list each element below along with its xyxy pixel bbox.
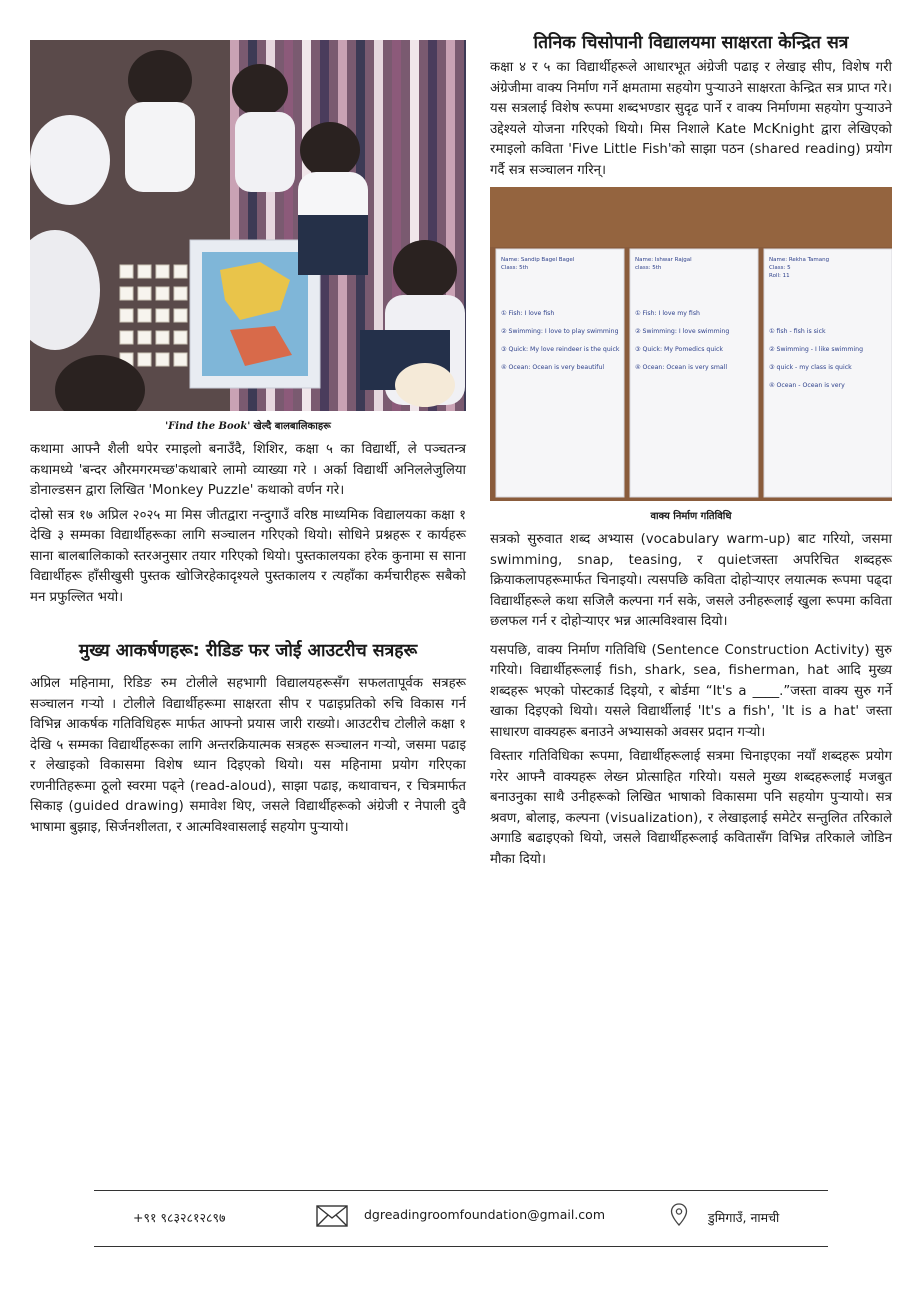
handwritten-sheet bbox=[496, 249, 624, 497]
word-card bbox=[174, 265, 187, 278]
sentence-sheets-photo bbox=[490, 187, 892, 501]
sheet-text: ① fish - fish is sick bbox=[769, 328, 826, 335]
photo-caption bbox=[30, 418, 466, 432]
sheet-text: ② Swimming: I love swimming bbox=[635, 328, 730, 335]
word-card bbox=[174, 353, 187, 366]
word-card bbox=[138, 265, 151, 278]
sheet-text: Name: Sandip Bagel Bagel bbox=[501, 257, 575, 263]
left-paragraph-3: अप्रिल महिनामा, रिडिङ रुम टोलीले सहभागी विद्यालयहरूसँग सफलतापूर्वक सत्रहरू सञ्चालन गर्‍यो । टोलीले विद्यार्थीहरूमा साक्षरता सीप र पढाइप्रतिको रुचि विकास गर्न विभिन्न आकर्षक गतिविधिहरू मार्फत आफ्नो प्रयास जारी राख्यो। आउटरीच टोलीले कक्षा १ देखि ५ सम्मका विद्यार्थीहरूका लागि अन्तरक्रियात्मक सत्रहरू सञ्चालन गर्‍यो, जसमा पढाइ र लेखाइको विकासमा विशेष ध्यान दिइएको थियो। यस महिनामा प्रयोग गरिएका रणनीतिहरूमा ठूलो स्वरमा पढ्ने (read-aloud), साझा पढाइ, कथावाचन, र चित्रमार्फत सिकाइ (guided drawing) समावेश थिए, जसले विद्यार्थीहरूको अंग्रेजी र नेपाली दुवै भाषामा बुझाइ, सिर्जनशीलता, र आत्मविश्वासलाई सहयोग पुर्‍यायो। bbox=[30, 676, 466, 835]
word-card bbox=[156, 353, 169, 366]
word-card bbox=[120, 265, 133, 278]
caption-text: खेल्दै बालबालिकाहरू bbox=[253, 421, 331, 432]
handwritten-sheet bbox=[630, 249, 758, 497]
word-card bbox=[120, 331, 133, 344]
word-card bbox=[174, 309, 187, 322]
sheet-text: ② Swimming: I love to play swimming bbox=[501, 328, 619, 335]
footer bbox=[0, 1203, 919, 1231]
sheet-text: Class: 5th bbox=[501, 265, 529, 271]
word-card bbox=[120, 287, 133, 300]
sheet-text: class: 5th bbox=[635, 265, 662, 271]
right-paragraph-2: सत्रको सुरुवात शब्द अभ्यास (vocabulary warm-up) बाट गरियो, जसमा swimming, snap, teasing, र quietजस्ता अपरिचित शब्दहरू क्रियाकलापहरूमार्फत चिनाइयो। त्यसपछि कविता दोहोर्‍याएर लयात्मक रूपमा पढ्दा विद्यार्थीहरूले कथा सजिलै कल्पना गर्न सके, जसले उनीहरूलाई खुला रूपमा कविता छलफल गर्न र दोहोर्‍याएर भन्न आत्मविश्वास दियो। bbox=[490, 532, 892, 629]
word-card bbox=[138, 331, 151, 344]
sheet-text: ③ Quick: My Pomedics quick bbox=[635, 346, 723, 353]
footer-top-rule bbox=[94, 1190, 828, 1191]
right-column bbox=[490, 30, 892, 874]
sheet-text: ③ quick - my class is quick bbox=[769, 364, 852, 371]
highlights-heading: मुख्य आकर्षणहरू: रीडिङ फर जोई आउटरीच सत्रहरू bbox=[78, 641, 418, 661]
sheet-text: Name: Rekha Tamang bbox=[769, 257, 830, 263]
sheets-illustration bbox=[490, 187, 892, 501]
photo-illustration bbox=[30, 40, 466, 411]
right-paragraph-4: विस्तार गतिविधिका रूपमा, विद्यार्थीहरूलाई सत्रमा चिनाइएका नयाँ शब्दहरू प्रयोग गरेर आफ्नै वाक्यहरू लेख्न प्रोत्साहित गरियो। यसले मुख्य शब्दहरूलाई मजबुत बनाउनुका साथै उनीहरूको लिखित भाषाको विकासमा पनि सहयोग पुर्‍यायो। सत्र श्रवण, बोलाइ, कल्पना (visualization), र लेखाइलाई समेटेर सन्तुलित तरिकाले अगाडि बढाइएको थियो, जसले विद्यार्थीहरूलाई कवितासँग विभिन्न तरिकाले जोडिन मौका दियो। bbox=[490, 749, 892, 867]
caption-italic: 'Find the Book' bbox=[165, 421, 251, 432]
right-paragraph-3: यसपछि, वाक्य निर्माण गतिविधि (Sentence Construction Activity) सुरु गरियो। विद्यार्थीहरूलाई fish, shark, sea, fisherman, hat आदि मुख्य शब्दहरू भएको पोस्टकार्ड दिइयो, र बोर्डमा “It's a ____.”जस्ता वाक्य सुरु गर्ने खाका दिइएको थियो। यसले विद्यार्थीलाई 'It's a fish', 'It is a hat' जस्ता साधारण वाक्यहरू बनाउने अभ्यासको अवसर प्रदान गर्‍यो। bbox=[490, 642, 892, 740]
sheet-text: Class: 5 bbox=[769, 265, 791, 271]
footer-email[interactable]: dgreadingroomfoundation@gmail.com bbox=[364, 1207, 606, 1222]
word-card bbox=[156, 287, 169, 300]
right-heading: तिनिक चिसोपानी विद्यालयमा साक्षरता केन्द्रित सत्र bbox=[533, 33, 849, 53]
sheets-caption bbox=[490, 508, 892, 522]
footer-location: डुमिगाउँ, नामची bbox=[708, 1210, 780, 1225]
sheet-text: ② Swimming - I like swimming bbox=[769, 346, 864, 353]
children-reading-photo bbox=[30, 40, 466, 411]
sheets-caption-text: वाक्य निर्माण गतिविधि bbox=[650, 511, 732, 522]
sheet-text: ③ Quick: My love reindeer is the quick bbox=[501, 346, 620, 353]
word-card bbox=[174, 287, 187, 300]
word-card bbox=[156, 309, 169, 322]
envelope-icon bbox=[316, 1205, 348, 1230]
left-paragraph-2: दोस्रो सत्र १७ अप्रिल २०२५ मा मिस जीतद्वारा नन्दुगाउँ वरिष्ठ माध्यमिक विद्यालयका कक्षा १ देखि ३ सम्मका विद्यार्थीहरूका लागि सञ्चालन गरिएको थियो। सोधिने प्रश्नहरू र कार्यहरू साना बालबालिकाको स्तरअनुसार तयार गरिएको थियो। पुस्तकालयका हरेक कुनामा स साना विद्यार्थीहरू हाँसीखुसी पुस्तक खोजिरहेकादृश्यले पुस्तकालय र त्यहाँका कर्मचारीहरू सबैको मन प्रफुल्लित भयो। bbox=[30, 507, 466, 605]
map-pin-icon bbox=[670, 1203, 688, 1230]
handwritten-sheet bbox=[764, 249, 892, 497]
sheet-text: ④ Ocean: Ocean is very beautiful bbox=[501, 364, 605, 371]
word-card bbox=[156, 265, 169, 278]
word-card bbox=[138, 353, 151, 366]
footer-phone: +९१ ९८३२८१२८९७ bbox=[133, 1210, 226, 1225]
word-card bbox=[138, 309, 151, 322]
sheet-text: ④ Ocean: Ocean is very small bbox=[635, 364, 728, 371]
left-paragraph-1: कथामा आफ्नै शैली थपेर रमाइलो बनाउँदै, शिशिर, कक्षा ५ का विद्यार्थी, ले पञ्चतन्त्र कथामध्ये 'बन्दर औरमगरमच्छ'कथाबारे लामो व्याख्या गरे । अर्का विद्यार्थी अनिललेजुलिया डोनाल्डसन द्वारा लिखित 'Monkey Puzzle' कथाको वर्णन गरे। bbox=[30, 442, 466, 498]
word-card bbox=[174, 331, 187, 344]
footer-bottom-rule bbox=[94, 1246, 828, 1247]
word-card bbox=[120, 309, 133, 322]
right-paragraph-1: कक्षा ४ र ५ का विद्यार्थीहरूले आधारभूत अंग्रेजी पढाइ र लेखाइ सीप, विशेष गरी अंग्रेजीमा वाक्य निर्माण गर्ने क्षमतामा सहयोग पुर्‍याउने साक्षरता केन्द्रित सत्र प्राप्त गरे। यस सत्रलाई विशेष रूपमा शब्दभण्डार सुदृढ पार्ने र वाक्य निर्माणमा सहयोग पुर्‍याउने उद्देश्यले योजना गरिएको थियो। मिस निशाले Kate McKnight द्वारा लेखिएको रमाइलो कविता 'Five Little Fish'को साझा पठन (shared reading) प्रयोग गर्दै सत्र सञ्चालन गरिन्। bbox=[490, 60, 892, 178]
sheet-text: ① Fish: I love my fish bbox=[635, 310, 700, 317]
word-card bbox=[138, 287, 151, 300]
word-card bbox=[156, 331, 169, 344]
left-column bbox=[30, 40, 466, 842]
sheet-text: ④ Ocean - Ocean is very bbox=[769, 382, 845, 389]
sheet-text: Roll: 11 bbox=[769, 273, 790, 279]
sheet-text: ① Fish: I love fish bbox=[501, 310, 555, 317]
sheet-text: Name: Ishwar Rajgal bbox=[635, 257, 692, 263]
